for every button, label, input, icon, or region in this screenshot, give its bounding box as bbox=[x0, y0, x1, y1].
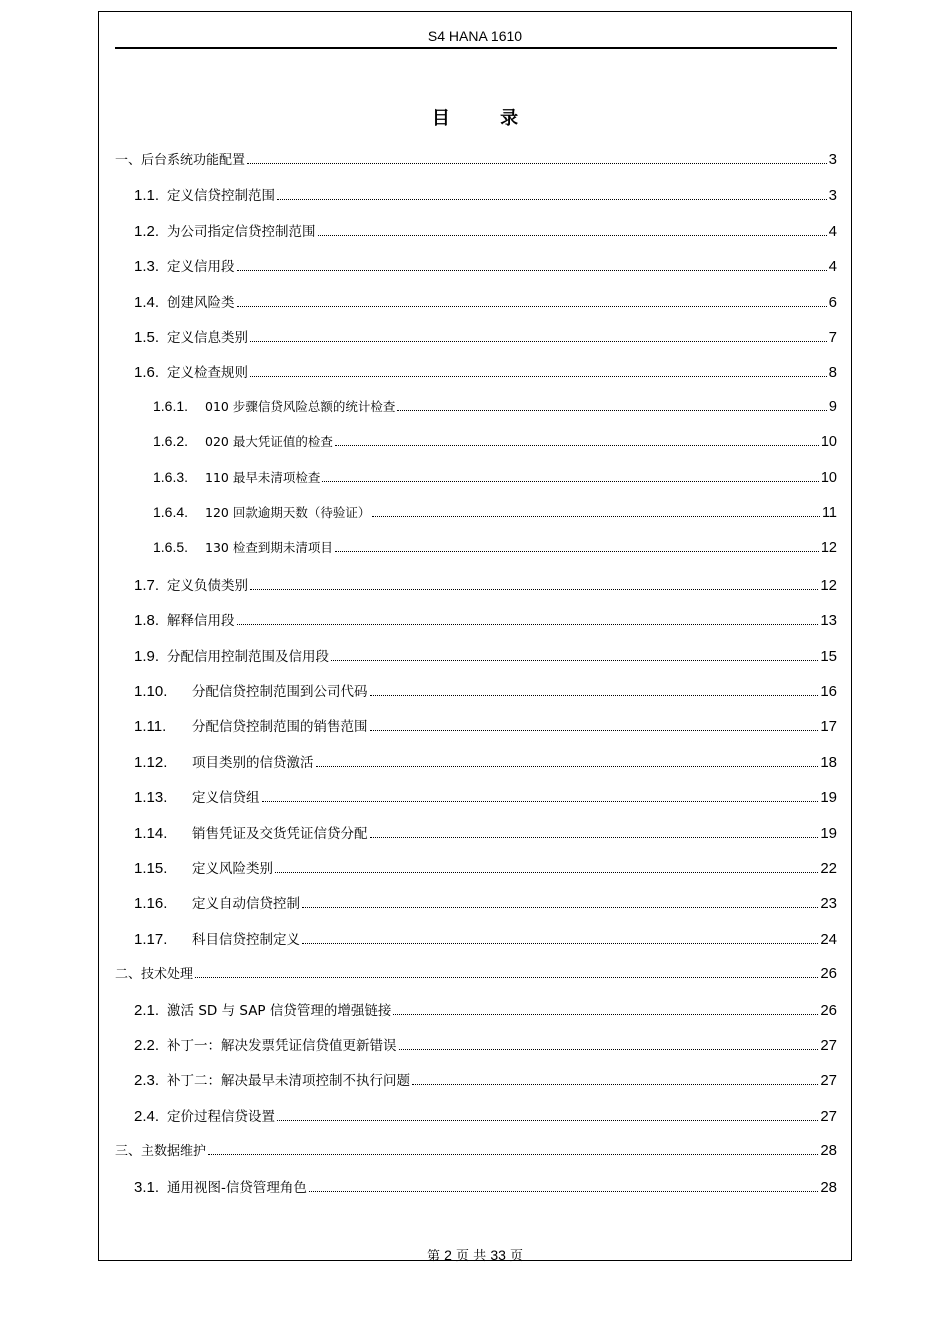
toc-entry-page: 6 bbox=[828, 293, 837, 311]
toc-entry-title: 为公司指定信贷控制范围 bbox=[167, 223, 316, 240]
toc-entry-title: 项目类别的信贷激活 bbox=[192, 754, 314, 771]
toc-entry[interactable] bbox=[115, 963, 837, 982]
toc-entry-title: 110 最早未清项检查 bbox=[205, 469, 321, 485]
toc-entry-page: 3 bbox=[828, 151, 837, 168]
footer-total-pages: 33 bbox=[490, 1247, 506, 1263]
toc-entry-number: 1.13. bbox=[134, 789, 168, 807]
toc-entry-title: 一、后台系统功能配置 bbox=[115, 153, 246, 168]
toc-entry[interactable] bbox=[134, 1069, 837, 1089]
toc-entry-number: 1.16. bbox=[134, 895, 168, 913]
dot-leader bbox=[237, 270, 827, 271]
toc-entry-title: 解释信用段 bbox=[167, 613, 235, 630]
toc-entry-number: 1.11. bbox=[134, 718, 167, 736]
toc-entry-title: 定义负债类别 bbox=[167, 577, 249, 594]
toc-entry[interactable] bbox=[134, 184, 837, 204]
toc-entry-title: 补丁二：解决最早未清项控制不执行问题 bbox=[167, 1073, 411, 1090]
dot-leader bbox=[277, 1120, 818, 1121]
toc-entry-number: 3.1. bbox=[134, 1178, 160, 1196]
toc-entry-title: 定义信贷组 bbox=[192, 790, 260, 807]
dot-leader bbox=[250, 341, 827, 342]
toc-entry-page: 26 bbox=[820, 1001, 837, 1019]
toc-entry[interactable] bbox=[134, 220, 837, 240]
dot-leader bbox=[316, 766, 819, 767]
toc-entry[interactable] bbox=[134, 645, 837, 665]
toc-entry-page: 22 bbox=[820, 860, 837, 877]
toc-entry[interactable] bbox=[134, 999, 837, 1019]
footer-middle: 页 共 bbox=[456, 1249, 487, 1264]
toc-entry-page: 26 bbox=[820, 965, 837, 983]
toc-entry-title: 分配信贷控制范围到公司代码 bbox=[192, 684, 368, 700]
toc-entry-page: 17 bbox=[820, 718, 837, 736]
toc-entry[interactable] bbox=[134, 715, 837, 735]
dot-leader bbox=[372, 516, 820, 517]
dot-leader bbox=[399, 1049, 819, 1050]
toc-entry-page: 12 bbox=[820, 540, 837, 557]
toc-entry[interactable] bbox=[115, 1140, 837, 1159]
toc-entry-title: 科目信贷控制定义 bbox=[192, 931, 300, 948]
toc-entry-number: 1.6.3. bbox=[153, 468, 189, 485]
toc-entry-page: 23 bbox=[820, 895, 837, 913]
toc-title: 目 录 bbox=[431, 108, 541, 129]
toc-entry[interactable] bbox=[134, 326, 837, 346]
dot-leader bbox=[237, 306, 827, 307]
toc-entry-number: 1.2. bbox=[134, 222, 160, 240]
dot-leader bbox=[250, 376, 827, 377]
toc-entry-page: 4 bbox=[828, 222, 837, 240]
toc-entry-number: 1.6.4. bbox=[153, 504, 189, 520]
toc-entry-title: 120 回款逾期天数（待验证） bbox=[205, 505, 371, 520]
toc-entry-title: 020 最大凭证值的检查 bbox=[205, 434, 333, 450]
toc-entry-number: 1.4. bbox=[134, 293, 160, 311]
toc-entry[interactable] bbox=[134, 1034, 837, 1054]
dot-leader bbox=[335, 445, 819, 446]
toc-entry-title: 分配信贷控制范围的销售范围 bbox=[192, 719, 368, 736]
dot-leader bbox=[277, 199, 827, 200]
dot-leader bbox=[237, 624, 819, 625]
dot-leader bbox=[262, 801, 819, 802]
toc-entry[interactable] bbox=[134, 892, 837, 912]
toc-entry-title: 通用视图-信贷管理角色 bbox=[167, 1179, 307, 1196]
toc-entry-title: 定义风险类别 bbox=[192, 861, 273, 877]
toc-entry-title: 创建风险类 bbox=[167, 294, 235, 311]
toc-entry-number: 2.3. bbox=[134, 1072, 160, 1090]
toc-entry[interactable] bbox=[134, 255, 837, 275]
toc-entry[interactable] bbox=[134, 680, 837, 700]
toc-entry-title: 定义自动信贷控制 bbox=[192, 896, 300, 913]
toc-entry-number: 1.6. bbox=[134, 364, 160, 382]
toc-entry-title: 定价过程信贷设置 bbox=[167, 1108, 276, 1125]
toc-entry-title: 定义检查规则 bbox=[167, 365, 249, 382]
page-footer bbox=[0, 1245, 950, 1264]
toc-entry-page: 7 bbox=[828, 329, 837, 346]
toc-entry-page: 13 bbox=[820, 612, 837, 630]
toc-entry-page: 4 bbox=[828, 258, 837, 276]
toc-entry-number: 1.6.2. bbox=[153, 433, 189, 450]
toc-entry[interactable] bbox=[134, 928, 837, 948]
toc-entry[interactable] bbox=[134, 361, 837, 381]
toc-entry-number: 1.14. bbox=[134, 824, 168, 842]
toc-entry-title: 130 检查到期未清项目 bbox=[205, 540, 333, 556]
dot-leader bbox=[208, 1154, 818, 1155]
dot-leader bbox=[309, 1191, 818, 1192]
toc-entry[interactable] bbox=[134, 857, 837, 877]
dot-leader bbox=[250, 589, 818, 590]
toc-entry[interactable] bbox=[153, 503, 837, 521]
dot-leader bbox=[322, 481, 819, 482]
toc-entry-page: 3 bbox=[828, 187, 837, 205]
toc-entry-title: 010 步骤信贷风险总额的统计检查 bbox=[205, 398, 396, 414]
toc-entry-page: 16 bbox=[820, 683, 837, 700]
toc-entry-title: 定义信贷控制范围 bbox=[167, 188, 276, 205]
toc-entry-title: 补丁一：解决发票凭证信贷值更新错误 bbox=[167, 1038, 397, 1054]
toc-entry-page: 24 bbox=[820, 930, 837, 948]
header-rule bbox=[115, 47, 837, 49]
footer-suffix: 页 bbox=[510, 1249, 524, 1264]
toc-entry[interactable] bbox=[153, 538, 837, 556]
toc-entry-number: 1.3. bbox=[134, 258, 160, 276]
toc-entry-page: 15 bbox=[820, 647, 837, 665]
toc-entry[interactable] bbox=[153, 468, 837, 486]
toc-entry-page: 12 bbox=[820, 576, 837, 594]
toc-entry-number: 1.6.5. bbox=[153, 539, 189, 556]
dot-leader bbox=[370, 695, 819, 696]
toc-entry-number: 1.7. bbox=[134, 576, 160, 594]
toc-entry-number: 1.5. bbox=[134, 329, 160, 346]
toc-entry-title: 定义信息类别 bbox=[167, 330, 249, 346]
toc-entry-title: 三、主数据维护 bbox=[115, 1144, 207, 1160]
toc-entry[interactable] bbox=[134, 1176, 837, 1196]
toc-entry-number: 2.2. bbox=[134, 1037, 160, 1054]
toc-entry-page: 10 bbox=[820, 469, 837, 486]
toc-entry-title: 激活 SD 与 SAP 信贷管理的增强链接 bbox=[167, 1002, 392, 1019]
dot-leader bbox=[247, 163, 827, 164]
dot-leader bbox=[370, 730, 819, 731]
toc-entry-title: 定义信用段 bbox=[167, 259, 235, 276]
toc-entry-page: 28 bbox=[820, 1178, 837, 1196]
dot-leader bbox=[370, 837, 819, 838]
page-header: S4 HANA 1610 bbox=[427, 28, 523, 44]
toc-entry-title: 二、技术处理 bbox=[115, 967, 194, 983]
toc-entry-page: 8 bbox=[828, 364, 837, 382]
footer-prefix: 第 bbox=[426, 1249, 440, 1264]
toc-entry-title: 销售凭证及交货凭证信贷分配 bbox=[192, 825, 368, 842]
toc-entry-number: 1.9. bbox=[134, 647, 160, 665]
toc-entry-page: 27 bbox=[820, 1107, 837, 1125]
toc-entry-page: 10 bbox=[820, 434, 837, 451]
toc-entry-number: 1.17. bbox=[134, 930, 168, 948]
toc-entry[interactable] bbox=[134, 1105, 837, 1125]
dot-leader bbox=[275, 872, 818, 873]
toc-entry-number: 1.10. bbox=[134, 683, 168, 700]
toc-entry-number: 1.1. bbox=[134, 187, 160, 205]
dot-leader bbox=[331, 660, 818, 661]
dot-leader bbox=[302, 943, 818, 944]
dot-leader bbox=[397, 410, 827, 411]
toc-entry-number: 1.8. bbox=[134, 612, 160, 630]
toc-entry[interactable] bbox=[134, 609, 837, 629]
toc-entry[interactable] bbox=[115, 149, 837, 168]
toc-entry-page: 27 bbox=[820, 1037, 837, 1054]
toc-entry-number: 2.4. bbox=[134, 1107, 160, 1125]
dot-leader bbox=[412, 1084, 818, 1085]
toc-entry-number: 1.15. bbox=[134, 860, 168, 877]
toc-entry-page: 19 bbox=[820, 789, 837, 807]
toc-entry-page: 19 bbox=[820, 824, 837, 842]
toc-entry-title: 分配信用控制范围及信用段 bbox=[167, 648, 330, 665]
dot-leader bbox=[335, 551, 819, 552]
toc-entry-page: 9 bbox=[828, 398, 837, 415]
toc-entry[interactable] bbox=[134, 822, 837, 842]
toc-entry[interactable] bbox=[134, 751, 837, 771]
toc-entry-number: 1.12. bbox=[134, 753, 168, 771]
toc-entry[interactable] bbox=[134, 291, 837, 311]
toc-entry[interactable] bbox=[134, 574, 837, 594]
dot-leader bbox=[318, 235, 827, 236]
dot-leader bbox=[393, 1014, 818, 1015]
toc-entry-page: 27 bbox=[820, 1072, 837, 1090]
footer-current-page: 2 bbox=[444, 1247, 452, 1263]
toc-entry-page: 11 bbox=[821, 505, 837, 521]
toc-entry-number: 1.6.1. bbox=[153, 397, 189, 414]
toc-entry-number: 2.1. bbox=[134, 1001, 160, 1019]
dot-leader bbox=[302, 907, 818, 908]
toc-entry-page: 18 bbox=[820, 753, 837, 771]
toc-entry-page: 28 bbox=[820, 1142, 837, 1160]
dot-leader bbox=[195, 977, 818, 978]
toc-entry[interactable] bbox=[153, 432, 837, 450]
toc-entry[interactable] bbox=[134, 786, 837, 806]
toc-entry[interactable] bbox=[153, 397, 837, 415]
